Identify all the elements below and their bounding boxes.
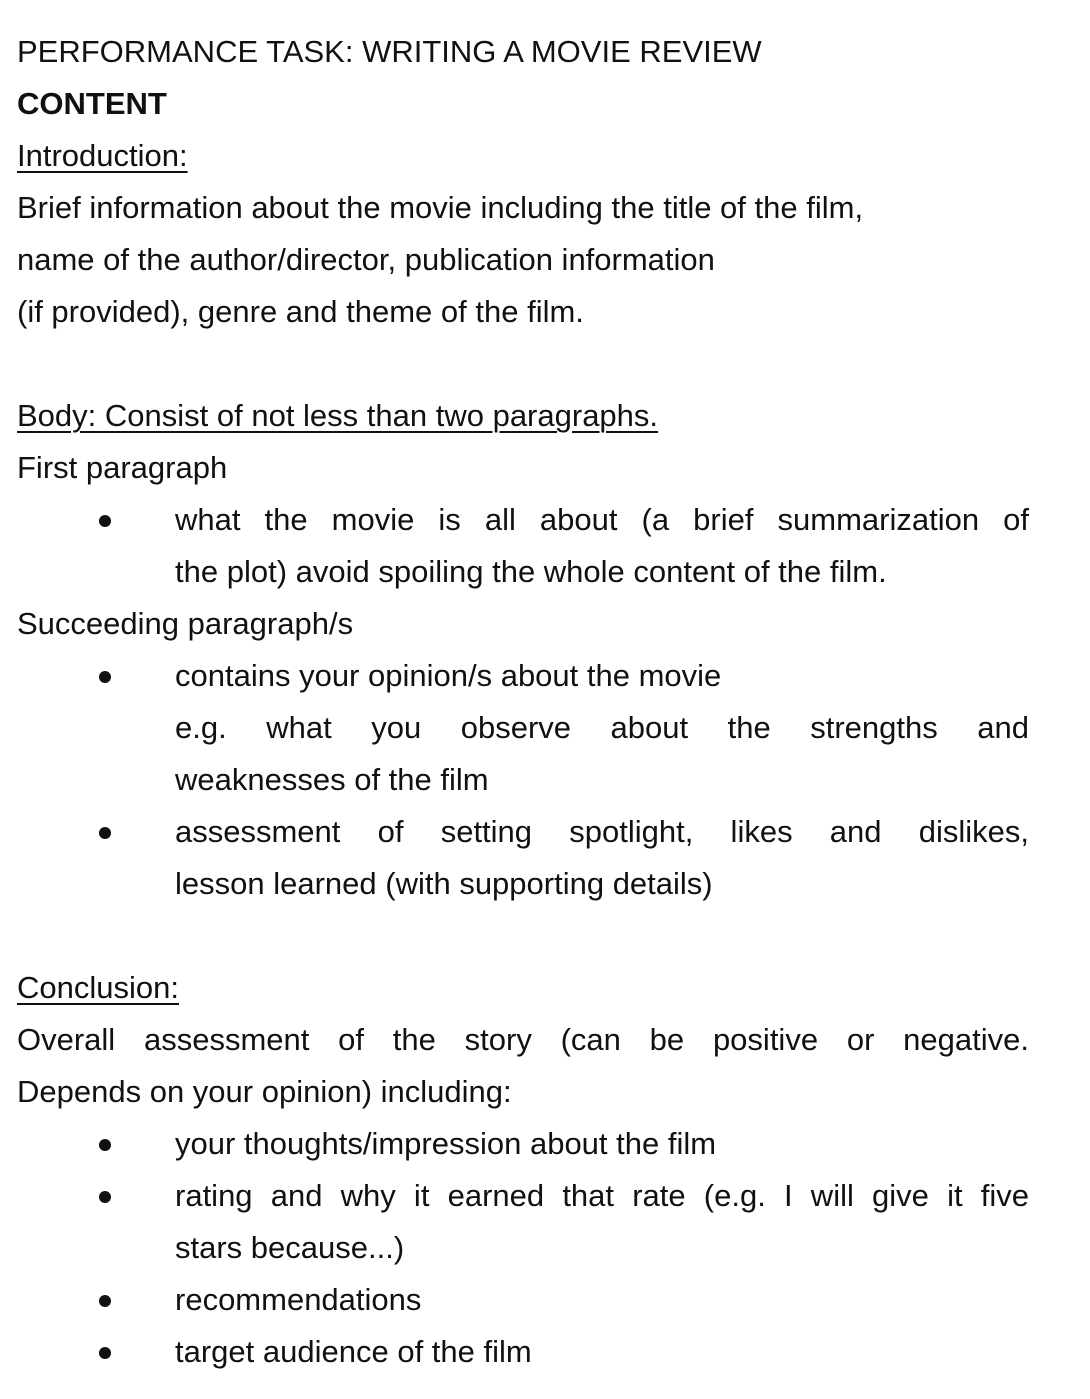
bullet-text-line: rating and why it earned that rate (e.g. I will give it five: [175, 1178, 1029, 1213]
succeeding-bullet-opinion: [17, 650, 1029, 806]
conclusion-bullet-recommendations: [17, 1274, 1029, 1326]
body-heading: Body: Consist of not less than two paragraphs.: [17, 398, 659, 433]
introduction-heading: Introduction:: [17, 138, 188, 173]
introduction-line-2: name of the author/director, publication information: [17, 242, 715, 277]
conclusion-line-2: Depends on your opinion) including:: [17, 1074, 512, 1109]
conclusion-line-1: Overall assessment of the story (can be positive or negative.: [17, 1022, 1029, 1057]
bullet-text-line: the plot) avoid spoiling the whole content of the film.: [175, 554, 887, 589]
conclusion-bullet-thoughts: [17, 1118, 1029, 1170]
first-paragraph-label: First paragraph: [17, 450, 228, 485]
bullet-icon: [99, 1139, 111, 1151]
spacer: [17, 910, 1029, 962]
succeeding-paragraph-label: Succeeding paragraph/s: [17, 606, 354, 641]
spacer: [17, 338, 1029, 390]
bullet-text-line: assessment of setting spotlight, likes and dislikes,: [175, 814, 1029, 849]
bullet-icon: [99, 671, 111, 683]
conclusion-bullet-audience: [17, 1326, 1029, 1378]
bullet-text-line: target audience of the film: [175, 1334, 532, 1369]
content-heading: CONTENT: [17, 86, 167, 121]
bullet-text-line: contains your opinion/s about the movie: [175, 658, 722, 693]
conclusion-bullet-rating: [17, 1170, 1029, 1274]
bullet-text-line: recommendations: [175, 1282, 422, 1317]
bullet-text-line: stars because...): [175, 1230, 405, 1265]
bullet-icon: [99, 827, 111, 839]
introduction-line-3: (if provided), genre and theme of the film.: [17, 294, 584, 329]
document-page: [17, 26, 1029, 1378]
bullet-text-line: lesson learned (with supporting details): [175, 866, 713, 901]
bullet-icon: [99, 515, 111, 527]
introduction-line-1: Brief information about the movie including the title of the film,: [17, 190, 864, 225]
document-title: PERFORMANCE TASK: WRITING A MOVIE REVIEW: [17, 34, 762, 69]
bullet-text-line: weaknesses of the film: [175, 762, 489, 797]
bullet-icon: [99, 1191, 111, 1203]
bullet-text-line: e.g. what you observe about the strengths and: [175, 710, 1029, 745]
bullet-text-line: what the movie is all about (a brief summarization of: [175, 502, 1029, 537]
conclusion-heading: Conclusion:: [17, 970, 179, 1005]
succeeding-bullet-assessment: [17, 806, 1029, 910]
bullet-icon: [99, 1347, 111, 1359]
bullet-text-line: your thoughts/impression about the film: [175, 1126, 717, 1161]
bullet-icon: [99, 1295, 111, 1307]
first-paragraph-bullet: [17, 494, 1029, 598]
